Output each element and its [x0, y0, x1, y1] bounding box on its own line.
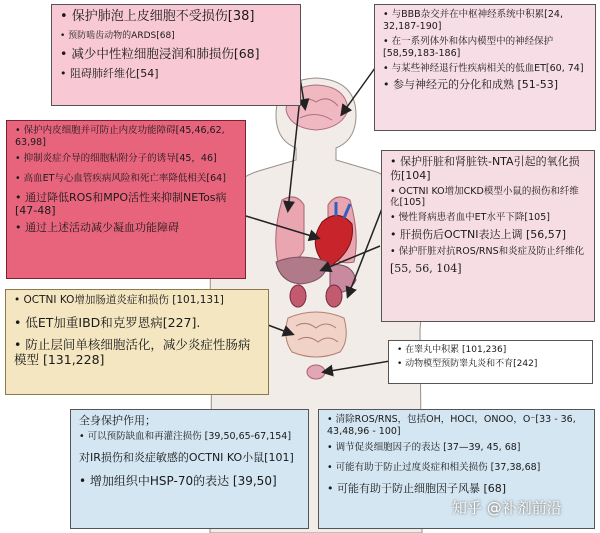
gut-item: • 防止层间单核细胞活化，减少炎症性肠病模型 [131,228]	[14, 336, 251, 368]
ros-item: • 可能有助于防止细胞因子风暴 [68]	[327, 481, 507, 495]
lung-item: • 减少中性粒细胞浸润和肺损伤[68]	[60, 45, 260, 61]
lung-item: • 阻碍肺纤维化[54]	[60, 67, 159, 81]
vascular-item: • 保护内皮细胞并可防止内皮功能障碍[45,46,62, 63,98]	[15, 125, 225, 148]
watermark: 知乎 @补剂前沿	[452, 499, 562, 517]
ros-item: • 清除ROS/RNS，包括OH，HOCI，ONOO，O⁻[33 - 36, 43,48,96 - 100]	[327, 414, 576, 437]
systemic-item: • 增加组织中HSP-70的表达 [39,50]	[79, 474, 277, 489]
kidney-item: • 慢性肾病患者血中ET水平下降[105]	[390, 212, 550, 224]
brain-item: • 参与神经元的分化和成熟 [51-53]	[383, 78, 559, 92]
right-kidney	[326, 285, 342, 307]
vascular-protection-box	[6, 120, 246, 279]
testis-item: • 动物模型预防睾丸炎和不育[242]	[397, 359, 538, 370]
lung-protection-box	[51, 4, 301, 106]
testis-protection-box	[388, 340, 593, 384]
kidney-item: • 保护肝脏和肾脏铁-NTA引起的氧化损伤[104]	[390, 155, 580, 182]
brain-item: • 与某些神经退行性疾病相关的低血ET[60, 74]	[383, 62, 584, 74]
brain-item: • 与BBB杂交并在中枢神经系统中积累[24, 32,187-190]	[383, 9, 563, 32]
gut-item: • 低ET加重IBD和克罗恩病[227].	[14, 315, 201, 331]
lung-item: • 保护肺泡上皮细胞不受损伤[38]	[60, 9, 255, 24]
testis-item: • 在睾丸中积累 [101,236]	[397, 345, 507, 355]
left-kidney	[290, 285, 306, 307]
lung-item: • 预防啮齿动物的ARDS[68]	[60, 31, 175, 42]
kidney-item: • OCTNI KO增加CKD模型小鼠的损伤和纤维化[105]	[390, 185, 579, 209]
systemic-title: 全身保护作用；	[79, 414, 156, 427]
systemic-item: • 可以预防缺血和再灌注损伤 [39,50,65-67,154]	[79, 430, 292, 442]
testis	[307, 365, 325, 379]
brain-item: • 在一系列体外和体内模型中的神经保护[58,59,183-186]	[383, 35, 554, 59]
brain-protection-box	[374, 4, 596, 131]
systemic-item: 对IR损伤和炎症敏感的OCTNI KO小鼠[101]	[79, 450, 294, 464]
intestines	[286, 312, 347, 357]
vascular-item: • 抑制炎症介导的细胞粘附分子的诱导[45，46]	[15, 152, 217, 164]
systemic-protection-box	[70, 409, 309, 529]
kidney-item: • 肝损伤后OCTNI表达上调 [56,57]	[390, 228, 567, 242]
ros-item: • 可能有助于防止过度炎症和相关损伤 [37,38,68]	[327, 461, 541, 473]
vascular-item: • 通过上述活动减少凝血功能障碍	[15, 221, 179, 234]
kidney-item: [55, 56, 104]	[390, 261, 462, 275]
liver-kidney-protection-box	[381, 150, 595, 322]
vascular-item: • 通过降低ROS和MPO活性来抑制NETos病[47-48]	[15, 190, 227, 218]
gut-item: • OCTNI KO增加肠道炎症和损伤 [101,131]	[14, 294, 224, 306]
kidney-item: • 保护肝脏对抗ROS/RNS和炎症及防止纤维化	[390, 245, 585, 257]
ros-item: • 调节促炎细胞因子的表达 [37—39, 45, 68]	[327, 441, 521, 453]
vascular-item: • 高血ET与心血管疾病风险和死亡率降低相关[64]	[15, 172, 226, 184]
gut-protection-box	[5, 289, 269, 395]
